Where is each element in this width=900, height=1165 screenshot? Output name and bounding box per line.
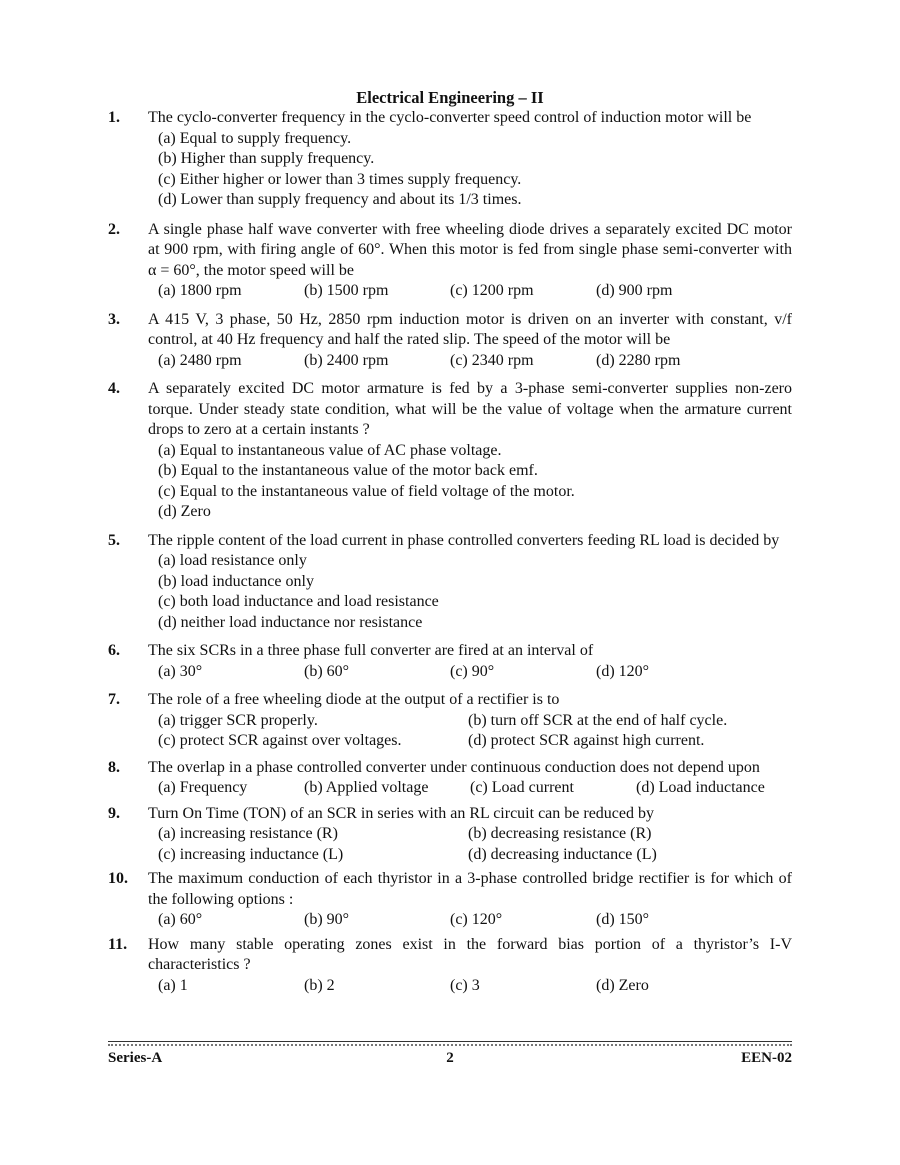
option-c: (c) Load current (470, 779, 574, 796)
option-b: (b) 60° (304, 662, 350, 680)
question-11 (108, 935, 792, 997)
question-stem: How many stable operating zones exist in the forward bias portion of a thyristor’s I-V characteristics ? (148, 935, 792, 973)
option-d: (d) Zero (596, 976, 649, 994)
question-number: 5. (108, 531, 120, 549)
option-d: (d) protect SCR against high current. (468, 732, 705, 749)
option-a: (a) Equal to instantaneous value of AC phase voltage. (158, 441, 502, 459)
question-8 (108, 758, 792, 799)
option-c: (c) protect SCR against over voltages. (158, 732, 402, 749)
question-6 (108, 641, 792, 682)
question-number: 7. (108, 691, 120, 708)
option-b: (b) 1500 rpm (304, 282, 389, 299)
option-c: (c) both load inductance and load resistance (158, 593, 439, 610)
question-1 (108, 108, 792, 211)
option-b: (b) turn off SCR at the end of half cycle. (468, 711, 728, 729)
option-d: (d) 150° (596, 911, 650, 928)
paper-code: EEN-02 (741, 1050, 792, 1066)
series-label: Series-A (108, 1050, 163, 1066)
question-list (108, 108, 792, 996)
page-title: Electrical Engineering – II (356, 88, 544, 107)
question-stem: The maximum conduction of each thyristor in a 3-phase controlled bridge rectifier is for which of the following options : (148, 870, 792, 908)
option-c: (c) 1200 rpm (450, 282, 534, 299)
option-b: (b) 2400 rpm (304, 351, 389, 369)
option-a: (a) Equal to supply frequency. (158, 129, 352, 147)
option-b: (b) load inductance only (158, 572, 314, 590)
option-c: (c) 120° (450, 911, 503, 928)
question-7 (108, 690, 792, 752)
question-3 (108, 310, 792, 372)
option-b: (b) 2 (304, 976, 335, 994)
question-stem: The cyclo-converter frequency in the cyclo-converter speed control of induction motor will be (148, 109, 752, 126)
option-a: (a) 1800 rpm (158, 282, 242, 299)
option-d: (d) Lower than supply frequency and about its 1/3 times. (158, 191, 522, 208)
option-c: (c) 90° (450, 662, 495, 680)
question-stem: The six SCRs in a three phase full converter are fired at an interval of (148, 642, 594, 659)
option-c: (c) Equal to the instantaneous value of field voltage of the motor. (158, 482, 575, 500)
option-b: (b) decreasing resistance (R) (468, 825, 652, 842)
footer-dotted-border (108, 1044, 792, 1048)
question-stem: The overlap in a phase controlled converter under continuous conduction does not depend upon (148, 758, 760, 776)
option-d: (d) 2280 rpm (596, 351, 681, 369)
option-d: (d) Load inductance (636, 779, 765, 796)
question-4 (108, 379, 792, 523)
question-stem: Turn On Time (TON) of an SCR in series with an RL circuit can be reduced by (148, 804, 655, 822)
option-a: (a) Frequency (158, 779, 248, 796)
question-9 (108, 804, 792, 866)
question-number: 10. (108, 870, 128, 887)
option-c: (c) 2340 rpm (450, 351, 534, 369)
option-b: (b) Higher than supply frequency. (158, 150, 375, 167)
option-b: (b) Applied voltage (304, 779, 429, 796)
question-number: 9. (108, 804, 120, 822)
question-number: 2. (108, 220, 120, 238)
option-a: (a) trigger SCR properly. (158, 711, 318, 729)
question-number: 6. (108, 642, 120, 659)
option-d: (d) Zero (158, 503, 211, 520)
question-number: 11. (108, 935, 128, 953)
question-stem: A 415 V, 3 phase, 50 Hz, 2850 rpm induction motor is driven on an inverter with constant, v/f control, at 40 Hz frequency and half the rated slip. The speed of the motor will be (148, 310, 792, 348)
option-a: (a) 2480 rpm (158, 351, 242, 369)
option-a: (a) load resistance only (158, 552, 307, 569)
footer-divider (108, 1041, 792, 1042)
question-stem: The ripple content of the load current in phase controlled converters feeding RL load is decided by (148, 531, 780, 549)
option-a: (a) increasing resistance (R) (158, 825, 338, 842)
question-number: 4. (108, 380, 120, 397)
question-stem: A separately excited DC motor armature is fed by a 3-phase semi-converter supplies non-zero torque. Under steady state condition, what will be the value of voltage when the armature current drops to zero at a certain instants ? (148, 380, 792, 438)
option-c: (c) 3 (450, 976, 480, 994)
option-b: (b) 90° (304, 911, 350, 928)
question-stem: The role of a free wheeling diode at the output of a rectifier is to (148, 691, 560, 708)
option-d: (d) neither load inductance nor resistance (158, 613, 423, 631)
option-a: (a) 30° (158, 662, 203, 680)
option-a: (a) 60° (158, 911, 203, 928)
option-a: (a) 1 (158, 976, 188, 994)
question-stem: A single phase half wave converter with free wheeling diode drives a separately excited DC motor at 900 rpm, with firing angle of 60°. When this motor is fed from single phase semi-converter with α = 60°, the motor speed will be (148, 220, 792, 279)
option-d: (d) 120° (596, 662, 650, 680)
question-10 (108, 869, 792, 931)
page-number: 2 (446, 1050, 454, 1066)
option-d: (d) 900 rpm (596, 282, 673, 299)
question-number: 8. (108, 758, 120, 776)
question-5 (108, 531, 792, 634)
option-d: (d) decreasing inductance (L) (468, 845, 657, 863)
question-2 (108, 220, 792, 302)
option-c: (c) increasing inductance (L) (158, 845, 344, 863)
question-number: 3. (108, 310, 120, 328)
option-c: (c) Either higher or lower than 3 times supply frequency. (158, 170, 522, 188)
question-number: 1. (108, 109, 120, 126)
option-b: (b) Equal to the instantaneous value of the motor back emf. (158, 462, 538, 479)
